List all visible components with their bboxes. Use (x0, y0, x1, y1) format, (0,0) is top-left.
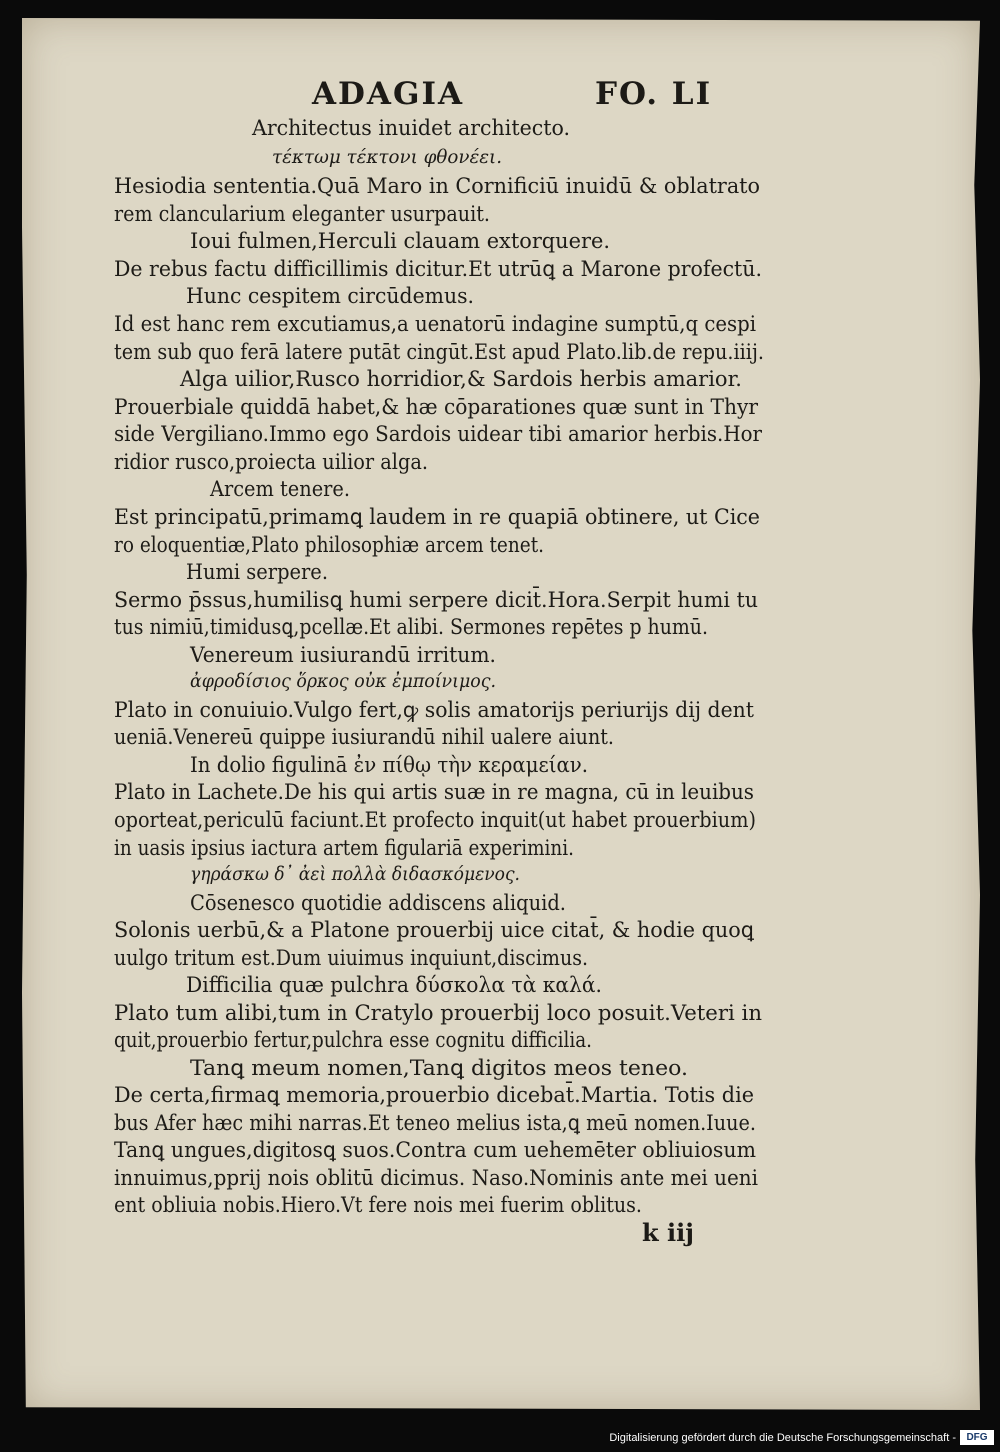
text-line: De certa,firmaꝗ memoria,prouerbio dicebat̄.Martia. Totis die (114, 1083, 754, 1107)
text-line: Tanꝗ ungues,digitosꝗ suos.Contra cum uehemēter obliuiosum (114, 1138, 756, 1162)
text-line: tem sub quo ferā latere putāt cingūt.Est apud Plato.lib.de repu.iiij. (114, 340, 764, 364)
credit-text: Digitalisierung gefördert durch die Deutsche Forschungsgemeinschaft - (609, 1432, 956, 1444)
running-title: ADAGIA (312, 76, 465, 112)
text-line: ent obliuia nobis.Hiero.Vt fere nois mei fuerim oblitus. (114, 1193, 642, 1217)
adage-heading: Venereum iusiurandū irritum. (190, 643, 496, 667)
adage-heading: Hunc cespitem circūdemus. (186, 284, 474, 308)
text-line: ridior rusco,proiecta uilior alga. (114, 450, 428, 474)
greek-line: τέκτωμ τέκτονι φθονέει. (272, 146, 502, 168)
text-line: Id est hanc rem excutiamus,a uenatorū indagine sumptū,q cespi (114, 312, 756, 336)
text-line: Est principatū,primamꝗ laudem in re quapiā obtinere, ut Cice (114, 505, 760, 529)
text-line: quit,prouerbio fertur,pulchra esse cognitu difficilia. (114, 1028, 592, 1052)
dfg-logo: DFG (960, 1430, 994, 1445)
greek-line: ἀφροδίσιος ὅρκος οὐκ ἐμποίνιμος. (190, 670, 496, 692)
adage-heading: Ioui fulmen,Herculi clauam extorquere. (190, 229, 610, 253)
text-line: Plato in Lachete.De his qui artis suæ in re magna, cū in leuibus (114, 780, 754, 804)
text-line: Sermo p̄ssus,humilisꝗ humi serpere dicit̄.Hora.Serpit humi tu (114, 588, 758, 612)
text-line: innuimus,pprij nois oblitū dicimus. Naso.Nominis ante mei ueni (114, 1166, 758, 1190)
text-line: Solonis uerbū,& a Platone prouerbij uice citat̄, & hodie quoꝗ (114, 918, 754, 942)
text-line: ueniā.Venereū quippe iusiurandū nihil ualere aiunt. (114, 725, 614, 749)
adage-heading: Architectus inuidet architecto. (252, 116, 570, 140)
text-line: De rebus factu difficillimis dicitur.Et utrūꝗ a Marone profectū. (114, 257, 762, 281)
text-line: uulgo tritum est.Dum uiuimus inquiunt,discimus. (114, 946, 588, 970)
adage-heading: In dolio figulinā ἐν πίθῳ τὴν κεραμείαν. (190, 753, 588, 777)
text-line: Plato in conuiuio.Vulgo fert,ꝙ solis amatorijs periurijs dij dent (114, 698, 754, 722)
adage-heading: Cōsenesco quotidie addiscens aliquid. (190, 891, 566, 915)
adage-heading: Humi serpere. (186, 560, 328, 584)
adage-heading: Difficilia quæ pulchra δύσκολα τὰ καλά. (186, 973, 602, 997)
text-line: tus nimiū,timidusꝗ,pcellæ.Et alibi. Sermones repētes p humū. (114, 615, 708, 639)
text-line: ro eloquentiæ,Plato philosophiæ arcem tenet. (114, 533, 544, 557)
text-line: bus Afer hæc mihi narras.Et teneo melius ista,ꝗ meū nomen.Iuue. (114, 1111, 756, 1135)
adage-heading: Alga uilior,Rusco horridior,& Sardois herbis amarior. (180, 367, 742, 391)
credit-bar (0, 1424, 1000, 1452)
folio-number: FO. LI (595, 76, 713, 112)
text-line: Plato tum alibi,tum in Cratylo prouerbij loco posuit.Veteri in (114, 1001, 762, 1025)
adage-heading: Tanꝗ meum nomen,Tanꝗ digitos meos teneo. (190, 1056, 688, 1080)
adage-heading: Arcem tenere. (210, 477, 350, 501)
text-line: Prouerbiale quiddā habet,& hæ cōparationes quæ sunt in Thyr (114, 395, 758, 419)
text-line: oporteat,periculū faciunt.Et profecto inquit(ut habet prouerbium) (114, 808, 756, 832)
text-line: in uasis ipsius iactura artem figulariā experimini. (114, 836, 574, 860)
text-line: side Vergiliano.Immo ego Sardois uidear tibi amarior herbis.Hor (114, 422, 762, 446)
greek-line: γηράσκω δ᾽ ἀεὶ πολλὰ διδασκόμενος. (190, 863, 520, 885)
text-line: Hesiodia sententia.Quā Maro in Cornificiū inuidū & oblatrato (114, 174, 760, 198)
text-line: rem clancularium eleganter usurpauit. (114, 202, 490, 226)
signature-mark: k iij (642, 1218, 694, 1247)
